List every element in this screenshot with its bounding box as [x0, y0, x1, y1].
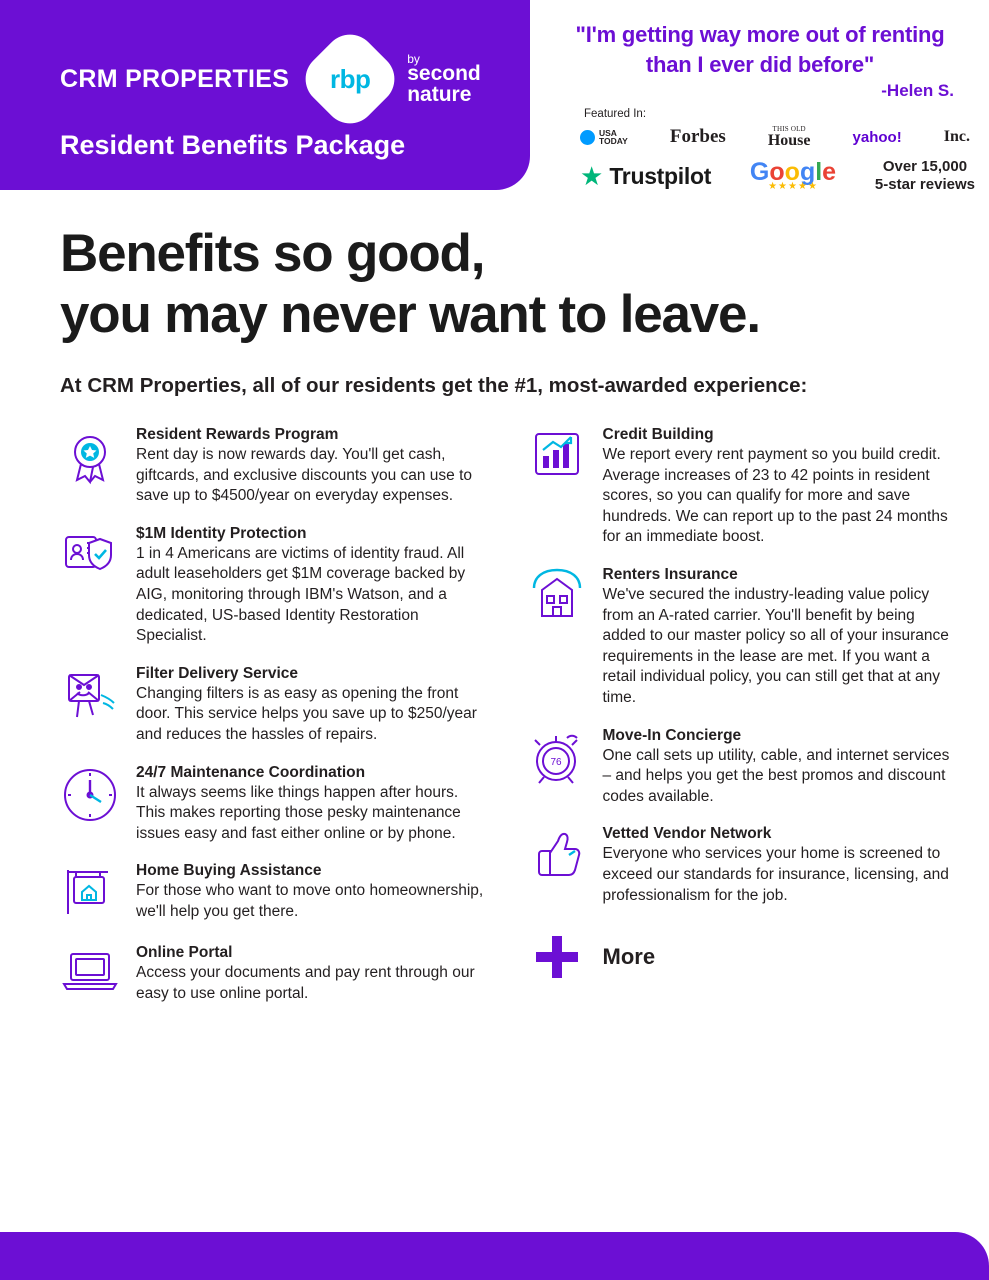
benefit-item [56, 426, 489, 507]
identity-shield-icon [56, 525, 124, 589]
testimonial-quote-block [560, 20, 960, 101]
alarm-clock-icon [523, 727, 591, 791]
benefit-description: One call sets up utility, cable, and internet services – and helps you get the best promos and discount codes available. [602, 746, 950, 805]
rbp-logo-icon [311, 40, 389, 118]
page-subtitle: At CRM Properties, all of our residents get the #1, most-awarded experience: [60, 373, 808, 397]
clock-icon [56, 764, 124, 828]
forbes-logo-icon: Forbes [669, 126, 726, 147]
benefit-item [523, 727, 956, 808]
rbp-logo-text: rbp [330, 63, 371, 94]
reviews-line2: 5-star reviews [874, 176, 975, 193]
house-umbrella-icon [523, 566, 591, 630]
benefit-title: Renters Insurance [602, 565, 738, 583]
filter-delivery-icon [56, 665, 124, 729]
benefit-title: Filter Delivery Service [136, 664, 298, 682]
benefit-item [56, 525, 489, 647]
benefit-title: Online Portal [136, 944, 233, 962]
benefit-title: Move-In Concierge [602, 726, 742, 744]
benefit-item [56, 764, 489, 845]
benefit-title: Home Buying Assistance [136, 862, 322, 880]
benefit-description: Changing filters is as easy as opening the front door. This service helps you save up to $250/year and reduces the hassles of repairs. [136, 684, 477, 744]
benefit-item [523, 426, 956, 548]
benefit-description: For those who want to move onto homeownership, we'll help you get there. [136, 882, 484, 921]
benefit-description: It always seems like things happen after hours. This makes reporting those pesky maintenance issues easy and fast either online or by phone. [136, 783, 461, 842]
logo-partner-line2: nature [407, 83, 472, 107]
trustpilot-star-icon: ★ [580, 161, 604, 191]
featured-in-label: Featured In: [584, 108, 647, 120]
trustpilot-label: Trustpilot [609, 162, 712, 189]
usa-today-line1: USA [599, 127, 617, 138]
logo-partner-line1: second [407, 62, 481, 86]
brand-row [60, 40, 481, 118]
trustpilot-logo-icon [580, 163, 711, 190]
more-label: More [602, 944, 656, 970]
logo-by-text: by [407, 51, 420, 66]
benefit-title: Resident Rewards Program [136, 425, 339, 443]
reviews-count [875, 158, 975, 194]
benefit-description: Access your documents and pay rent through our easy to use online portal. [136, 964, 475, 1003]
benefit-title: Credit Building [602, 425, 714, 443]
testimonial-author: -Helen S. [881, 81, 954, 101]
benefit-description: We've secured the industry-leading value policy from an A-rated carrier. You'll benefit by being added to our master policy so all of your insurance requirements in the lease are met. If you want a retail individual policy, you can still get that at any time. [602, 585, 949, 707]
benefit-description: Everyone who services your home is screened to exceed our standards for insurance, licensing, and professionalism for the job. [602, 845, 949, 904]
ratings-row [580, 158, 975, 194]
plus-icon [523, 932, 591, 982]
usa-today-logo-icon [580, 129, 628, 146]
benefit-title: $1M Identity Protection [136, 524, 307, 542]
page-title [60, 223, 989, 346]
benefit-item [56, 944, 489, 1008]
home-sign-icon [56, 862, 124, 926]
benefit-item [523, 566, 956, 709]
benefit-item [56, 665, 489, 746]
house-small-text: THIS OLD [772, 125, 806, 134]
google-logo-icon: Google ★★★★★ [749, 158, 837, 192]
credit-chart-icon [523, 426, 591, 490]
laptop-icon [56, 944, 124, 1008]
svg-text:76: 76 [549, 756, 562, 768]
thumbs-up-icon [523, 825, 591, 889]
page-footer [0, 1232, 989, 1280]
press-logos-row [580, 126, 970, 148]
benefits-columns [0, 426, 989, 1027]
page-header [0, 0, 989, 205]
reviews-line1: Over 15,000 [882, 158, 968, 175]
house-big-text: House [767, 131, 811, 149]
rosette-star-icon [56, 426, 124, 490]
benefit-title: Vetted Vendor Network [602, 825, 772, 843]
benefit-description: Rent day is now rewards day. You'll get cash, giftcards, and exclusive discounts you can use to save up to $4500/year on everyday expenses. [136, 445, 473, 505]
inc-logo-icon: Inc. [943, 128, 970, 145]
headline-line-1: Benefits so good, [60, 224, 485, 283]
benefits-column-left [56, 426, 489, 1027]
benefit-description: 1 in 4 Americans are victims of identity fraud. All adult leaseholders get $1M coverage backed by AIG, monitoring through IBM's Watson, and a dedicated, US-based Identity Restoration Specialist. [136, 544, 466, 645]
yahoo-logo-icon: yahoo! [852, 128, 902, 146]
testimonial-quote: "I'm getting way more out of renting than I ever did before" [575, 22, 945, 77]
benefit-item [523, 825, 956, 906]
this-old-house-logo-icon [768, 126, 811, 148]
second-nature-logo [407, 53, 481, 105]
benefit-title: 24/7 Maintenance Coordination [136, 763, 366, 781]
usa-today-line2: TODAY [599, 136, 628, 146]
google-stars-icon: ★★★★★ [768, 181, 818, 192]
company-name: CRM PROPERTIES [60, 64, 290, 93]
headline-line-2: you may never want to leave. [60, 285, 760, 345]
package-title: Resident Benefits Package [60, 130, 406, 160]
more-benefits-row [523, 932, 956, 982]
benefits-column-right [501, 426, 956, 1027]
benefit-item [56, 862, 489, 926]
benefit-description: We report every rent payment so you build credit. Average increases of 23 to 42 points in resident scores, so you can qualify for more and save hundreds. We can report up to the past 24 months for an immediate boost. [602, 445, 948, 546]
